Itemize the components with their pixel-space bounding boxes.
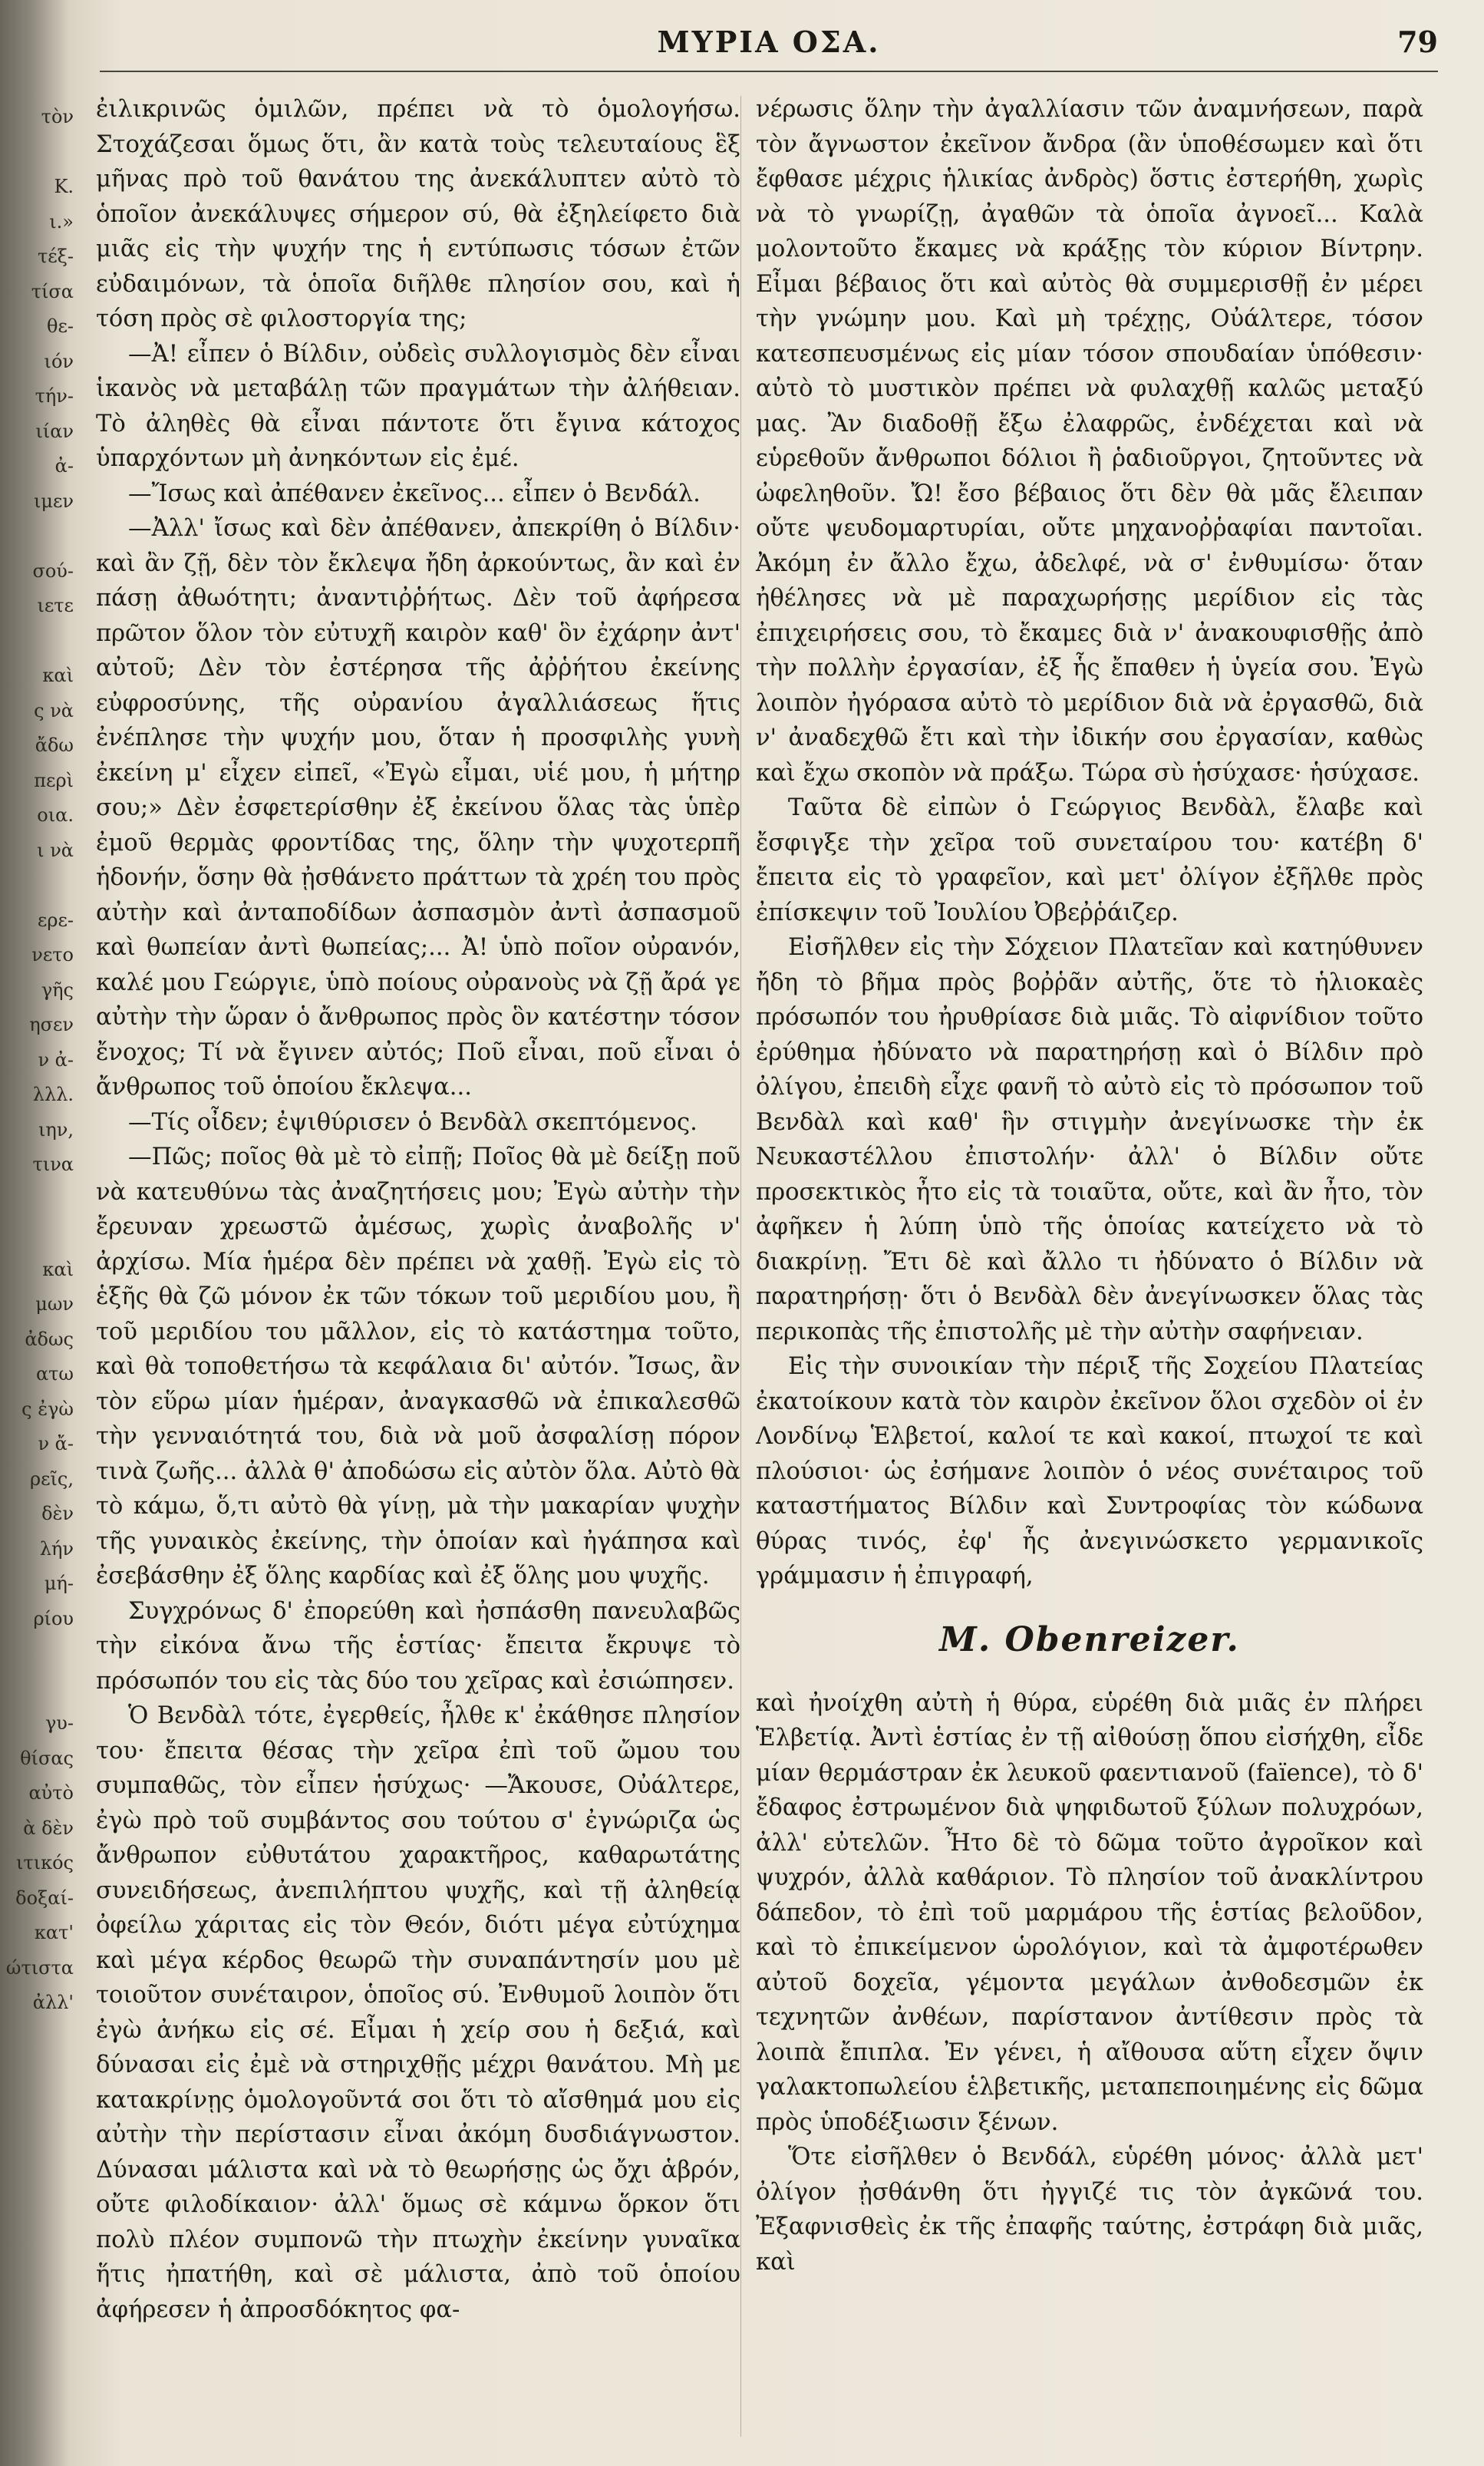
margin-fragment: ἀλλ'	[32, 1992, 74, 2013]
margin-fragment: μων	[35, 1293, 74, 1315]
margin-fragment	[0, 868, 84, 903]
margin-fragment: θε-	[47, 315, 74, 337]
margin-fragment: τὸν	[41, 106, 74, 127]
margin-fragment: αὐτὸ	[28, 1782, 74, 1804]
paragraph: καὶ ἠνοίχθη αὐτὴ ἡ θύρα, εὑρέθη διὰ μιᾶς ἐν πλήρει Ἑλβετίᾳ. Ἀντὶ ἑστίας ἐν τῇ αἰθούσῃ ὅπου εἰσήχθη, εἶδε μίαν θερμάστραν ἐκ λευκοῦ φαεντιανοῦ (faïence), τὸ δ' ἔδαφος ἐστρωμένον διὰ ψηφιδωτοῦ ξύλων πολυχρόων, ἀλλ' εὐτελῶν. Ἦτο δὲ τὸ δῶμα τοῦτο ἀγροῖκον καὶ ψυχρόν, ἀλλὰ καθάριον. Τὸ πλησίον τοῦ ἀνακλίντρου δάπεδον, τὸ ἐπὶ τοῦ μαρμάρου τῆς ἑστίας βελοῦδον, καὶ τὸ ἐπικείμενον ὡρολόγιον, καὶ τὰ ἀμφοτέρωθεν αὐτοῦ δοχεῖα, γέμοντα μεγάλων ἀνθοδεσμῶν ἐκ τεχνητῶν ἀνθέων, παρίστανον ἀντίθεσιν πρὸς τὰ λοιπὰ ἔπιπλα. Ἐν γένει, ἡ αἴθουσα αὕτη εἶχεν ὄψιν γαλακτοπωλείου ἑλβετικῆς, μεταπεποιημένης εἰς δῶμα πρὸς ὑποδέξιωσιν ξένων.	[756, 1689, 1423, 2136]
paragraph: —Ἀλλ' ἴσως καὶ δὲν ἀπέθανεν, ἀπεκρίθη ὁ Βίλδιν· καὶ ἂν ζῇ, δὲν τὸν ἔκλεψα ἤδη ἀρκούντως, ἂν καὶ ἐν πάσῃ ἀθωότητι; ἀναντιῤῥήτως. Δὲν τοῦ ἀφήρεσα πρῶτον ὅλον τὸν εὐτυχῆ καιρὸν καθ' ὃν ἐχάρην ἀντ' αὐτοῦ; Δὲν τὸν ἐστέρησα τῆς ἀῤῥήτου ἐκείνης εὐφροσύνης, τῆς οὐρανίου ἀγαλλιάσεως ἥτις ἐνέπλησε τὴν ψυχήν μου, ὅταν ἡ προσφιλὴς γυνὴ ἐκείνη μ' εἶχεν εἰπεῖ, «Ἐγὼ εἶμαι, υἱέ μου, ἡ μήτηρ σου;» Δὲν ἐσφετερίσθην ἐξ ἐκείνου ὅλας τὰς ὑπὲρ ἐμοῦ θερμὰς φροντίδας της, ὅλην τὴν ψυχοτερπῆ ἡδονήν, ὅσην θὰ ᾐσθάνετο πράττων τὰ χρέη του πρὸς αὐτὴν καὶ ἀνταποδίδων ἀσπασμὸν ἀντὶ ἀσπασμοῦ καὶ θωπείαν ἀντὶ θωπείας;... Ἀ! ὑπὸ ποῖον οὐρανόν, καλέ μου Γεώργιε, ὑπὸ ποίους οὐρανοὺς νὰ ζῇ ἄρά γε αὐτὴν τὴν ὥραν ὁ ἄνθρωπος πρὸς ὃν κατέστην τόσον ἔνοχος; Τί νὰ ἔγινεν αὐτός; Ποῦ εἶναι, ποῦ εἶναι ὁ ἄνθρωπος τοῦ ὁποίου ἔκλεψα...	[96, 515, 740, 1101]
paragraph: Συγχρόνως δ' ἐπορεύθη καὶ ἠσπάσθη πανευλαβῶς τὴν εἰκόνα ἄνω τῆς ἑστίας· ἔπειτα ἔκρυψε τὸ πρόσωπόν του εἰς τὰς δύο του χεῖρας καὶ ἐσιώπησεν.	[96, 1597, 740, 1695]
margin-fragment	[0, 519, 84, 554]
paragraph: ἐιλικρινῶς ὁμιλῶν, πρέπει νὰ τὸ ὁμολογήσω. Στοχάζεσαι ὅμως ὅτι, ἂν κατὰ τοὺς τελευταίους ἓξ μῆνας πρὸ τοῦ θανάτου της ἀνεκάλυπτεν αὐτὸ τὸ ὁποῖον ἀνεκάλυψες σήμερον σύ, θὰ ἐξηλείφετο διὰ μιᾶς εἰς τὴν ψυχήν της ἡ εντύπωσις τόσων ἐτῶν εὐδαιμόνων, τὰ ὁποῖα διῆλθε πλησίον σου, καὶ ἡ τόση πρὸς σὲ φιλοστοργία της;	[96, 96, 740, 332]
page-header	[100, 8, 1438, 77]
margin-fragment: καὶ	[42, 665, 74, 686]
margin-fragment	[0, 2091, 84, 2126]
margin-fragment	[0, 1183, 84, 1218]
page-number: 79	[1397, 25, 1438, 59]
header-rule	[100, 71, 1438, 72]
margin-fragment: ἀδως	[25, 1328, 74, 1350]
margin-fragment: ὰ δὲν	[23, 1817, 74, 1839]
paragraph: —Ἴσως καὶ ἀπέθανεν ἐκεῖνος... εἶπεν ὁ Βενδάλ.	[128, 480, 701, 507]
margin-fragment: ἀ-	[54, 455, 74, 477]
margin-fragment: ερε-	[37, 909, 74, 931]
paragraph: Ταῦτα δὲ εἰπὼν ὁ Γεώργιος Βενδὰλ, ἔλαβε καὶ ἔσφιγξε τὴν χεῖρα τοῦ συνεταίρου του· κατέβη δ' ἔπειτα εἰς τὸ γραφεῖον, καὶ μετ' ὀλίγον ἐξῆλθε πρὸς ἐπίσκεψιν τοῦ Ἰουλίου Ὀβεῤῥάιζερ.	[756, 794, 1423, 926]
margin-fragment	[0, 1672, 84, 1707]
door-plate-inscription: M. Obenreizer.	[939, 1619, 1240, 1659]
margin-fragment	[0, 135, 84, 170]
margin-fragment: τίσα	[31, 280, 74, 302]
paragraph: Εἰσῆλθεν εἰς τὴν Σόχειον Πλατεῖαν καὶ κατηύθυνεν ἤδη τὸ βῆμα πρὸς βοῤῥᾶν αὐτῆς, ὅτε τὸ ἡλιοκαὲς πρόσωπόν του ἠρυθρίασε διὰ μιᾶς. Τὸ αἰφνίδιον τοῦτο ἐρύθημα ἠδύνατο νὰ παρατηρήσῃ καὶ ὁ Βίλδιν πρὸ ὀλίγου, ἐπειδὴ εἶχε φανῆ τὸ αὐτὸ εἰς τὸ πρόσωπον τοῦ Βενδὰλ καὶ καθ' ἣν στιγμὴν ἀνεγίνωσκε τὴν ἐκ Νευκαστέλλου ἐπιστολήν· ἀλλ' ὁ Βίλδιν οὔτε προσεκτικὸς ἦτο εἰς τὰ τοιαῦτα, οὔτε, καὶ ἂν ἦτο, τὸν ἀφῆκεν ἡ λύπη ὑπὸ τῆς ὁποίας κατείχετο νὰ τὸ διακρίνῃ. Ἔτι δὲ καὶ ἄλλο τι ἠδύνατο ὁ Βίλδιν νὰ παρατηρήσῃ· ὅτι ὁ Βενδὰλ δὲν ἀνεγίνωσκεν ὅλας τὰς περικοπὰς τῆς ἐπιστολῆς μὲ τὴν αὐτὴν σαφήνειαν.	[756, 934, 1423, 1345]
margin-fragment: τήν-	[35, 385, 74, 407]
margin-fragment: τέξ-	[37, 246, 74, 267]
margin-fragment: σού-	[32, 560, 74, 582]
margin-fragment	[0, 2230, 84, 2266]
left-column	[96, 92, 740, 2327]
margin-fragment: λλλ.	[32, 1084, 74, 1105]
margin-fragment: λήν	[39, 1537, 74, 1560]
margin-fragment: θίσας	[20, 1747, 74, 1769]
paragraph: —Πῶς; ποῖος θὰ μὲ τὸ εἰπῇ; Ποῖος θὰ μὲ δείξῃ ποῦ νὰ κατευθύνω τὰς ἀναζητήσεις μου; Ἐγὼ αὐτὴν τὴν ἔρευναν χρεωστῶ ἀμέσως, χωρὶς ἀναβολῆς ν' ἀρχίσω. Μία ἡμέρα δὲν πρέπει νὰ χαθῇ. Ἐγὼ εἰς τὸ ἑξῆς θὰ ζῶ μόνον ἐκ τῶν τόκων τοῦ μεριδίου μου, ἢ τοῦ μεριδίου του μᾶλλον, εἰς τὸ κατάστημα τοῦτο, καὶ θὰ τοποθετήσω τὰ κεφάλαια δι' αὐτόν. Ἴσως, ἂν τὸν εὕρω μίαν ἡμέραν, ἀναγκασθῶ νὰ ἐπικαλεσθῶ τὴν γενναιότητά του, διὰ νὰ μοῦ ἀσφαλίσῃ πόρον τινὰ ζωῆς... ἀλλὰ θ' ἀποδώσω εἰς αὐτὸν ὅλα. Αὐτὸ θὰ τὸ κάμω, ὅ,τι αὐτὸ θὰ γίνῃ, μὰ τὴν μακαρίαν ψυχὴν τῆς γυναικὸς ἐκείνης, τὴν ὁποίαν καὶ ἠγάπησα καὶ ἐσεβάσθην ἐξ ὅλης καρδίας καὶ ἐξ ὅλης μου ψυχῆς.	[96, 1144, 740, 1590]
margin-fragment: ἄδω	[35, 735, 74, 756]
column-divider	[740, 96, 741, 2437]
margin-fragment	[0, 624, 84, 659]
margin-fragment: Κ.	[54, 176, 74, 197]
margin-fragment: ώτιστα	[5, 1956, 74, 1979]
margin-fragment	[0, 2021, 84, 2056]
paragraph: Ὁ Βενδὰλ τότε, ἐγερθείς, ἦλθε κ' ἐκάθησε πλησίον του· ἔπειτα θέσας τὴν χεῖρα ἐπὶ τοῦ ὤμου του συμπαθῶς, τὸν εἶπεν ἡσύχως· —Ἄκουσε, Οὐάλτερε, ἐγὼ πρὸ τοῦ συμβάντος σου τούτου σ' ἐγνώριζα ὡς ἄνθρωπον εὐθυτάτου χαρακτῆρος, καθαρωτάτης συνειδήσεως, ἀνεπιλήπτου ψυχῆς, καὶ τῇ ἀληθείᾳ ὀφείλω χάριτας εἰς τὸν Θεόν, διότι μέγα εὐτύχημα καὶ μέγα κέρδος θεωρῶ τὴν συναπάντησίν μου μὲ τοιοῦτον συνέταιρον, ὁποῖος σύ. Ἐνθυμοῦ λοιπὸν ὅτι ἐγὼ ἀνήκω εἰς σέ. Εἶμαι ἡ χείρ σου ἡ δεξιά, καὶ δύνασαι εἰς ἐμὲ νὰ στηριχθῇς μέχρι θανάτου. Μὴ με κατακρίνῃς ὁμολογοῦντά σοι ὅτι τὸ αἴσθημά μου εἰς αὐτὴν τὴν περίστασιν εἶναι ἀκόμη δυσδιάγνωστον. Δύνασαι μάλιστα καὶ νὰ τὸ θεωρήσῃς ὡς ὄχι ἁβρόν, οὔτε φιλοδίκαιον· ἀλλ' ὅμως σὲ κάμνω ὅρκον ὅτι πολὺ πλέον συμπονῶ τὴν πτωχὴν ἐκείνην γυναῖκα ἥτις ἠπατήθη, καὶ σὲ μάλιστα, ἀπὸ τοῦ ὁποίου ἀφήρεσεν ἡ ἀπροσδόκητος φα-	[96, 1702, 740, 2323]
margin-fragment	[0, 2125, 84, 2161]
margin-fragment: ησεν	[29, 1014, 74, 1035]
margin-fragment: ς ἐγὼ	[21, 1398, 74, 1420]
margin-fragment: ιτικός	[16, 1852, 74, 1873]
margin-fragment: ρεῖς,	[29, 1467, 74, 1490]
margin-fragment: καὶ	[42, 1258, 74, 1280]
margin-fragment: νετο	[31, 944, 74, 966]
paragraph: νέρωσις ὅλην τὴν ἀγαλλίασιν τῶν ἀναμνήσεων, παρὰ τὸν ἄγνωστον ἐκεῖνον ἄνδρα (ἂν ὑποθέσωμεν καὶ ὅτι ἔφθασε μέχρις ἡλικίας ἀνδρὸς) ὅστις ἐστερήθη, χωρὶς νὰ τὸ γνωρίζῃ, ἀγαθῶν τὰ ὁποῖα ἀγνοεῖ... Καλὰ μολοντοῦτο ἔκαμες νὰ κράξῃς τὸν κύριον Βίντρην. Εἶμαι βέβαιος ὅτι καὶ αὐτὸς θὰ συμμερισθῇ ἐν μέρει τὴν γνώμην μου. Καὶ μὴ τρέχῃς, Οὐάλτερε, τόσον κατεσπευσμένως εἰς μίαν τόσον σπουδαίαν ὑπόθεσιν· αὐτὸ τὸ μυστικὸν πρέπει νὰ φυλαχθῇ καλῶς μεταξύ μας. Ἂν διαδοθῇ ἔξω ἐλαφρῶς, ἐνδέχεται καὶ νὰ εὑρεθοῦν ἄνθρωποι δόλιοι ἢ ῥαδιοῦργοι, ζητοῦντες νὰ ὠφεληθοῦν. Ὤ! ἔσο βέβαιος ὅτι δὲν θὰ μᾶς ἔλειπαν οὔτε ψευδομαρτυρίαι, οὔτε μηχανοῤῥαφίαι παντοῖαι. Ἀκόμη ἐν ἄλλο ἔχω, ἀδελφέ, νὰ σ' ἐνθυμίσω· ὅταν ἠθέλησες νὰ μὲ παραχωρήσῃς μερίδιον εἰς τὰς ἐπιχειρήσεις σου, τὸ ἔκαμες διὰ ν' ἀνακουφισθῇς ἀπὸ τὴν πολλὴν ἐργασίαν, ἐξ ἧς ἔπαθεν ἡ ὑγεία σου. Ἐγὼ λοιπὸν ἠγόρασα αὐτὸ τὸ μερίδιον διὰ νὰ ἐργασθῶ, διὰ ν' ἀναδεχθῶ ἔτι καὶ τὴν ἰδικήν σου ἐργασίαν, καθὼς καὶ ἔχω σκοπὸν νὰ πράξω. Τώρα σὺ ἡσύχασε· ἡσύχασε.	[756, 96, 1423, 787]
margin-fragment: ιμεν	[33, 490, 74, 512]
running-title: ΜΥΡΙΑ ΟΣΑ.	[657, 25, 881, 59]
paragraph: Εἰς τὴν συνοικίαν τὴν πέριξ τῆς Σοχείου Πλατείας ἐκατοίκουν κατὰ τὸν καιρὸν ἐκεῖνον ὅλοι σχεδὸν οἱ ἐν Λονδίνῳ Ἑλβετοί, καλοί τε καὶ κακοί, πτωχοί τε καὶ πλούσιοι· ὡς ἐσήμανε λοιπὸν ὁ νέος συνέταιρος τοῦ καταστήματος Βίλδιν καὶ Συντροφίας τὸν κώδωνα θύρας τινός, ἐφ' ἧς ἀνεγινώσκετο γερμανικοῖς γράμμασιν ἡ ἐπιγραφή,	[756, 1353, 1423, 1590]
margin-fragment	[0, 2161, 84, 2196]
margin-fragment: περὶ	[34, 769, 74, 791]
margin-fragment: οια.	[37, 804, 74, 826]
margin-fragment: μή-	[44, 1573, 74, 1594]
margin-fragment	[0, 2265, 84, 2300]
margin-fragment: δὲν	[41, 1503, 74, 1524]
margin-fragment: ιετε	[37, 595, 74, 616]
margin-fragment: ιόν	[44, 350, 74, 372]
right-column	[756, 92, 1423, 2279]
margin-fragment: ν ἀ-	[38, 1048, 74, 1071]
margin-fragment: ρίου	[33, 1607, 74, 1629]
margin-fragment: τινα	[32, 1154, 74, 1175]
margin-fragment: ι.»	[49, 210, 74, 233]
margin-fragment: γυ-	[45, 1712, 74, 1734]
margin-fragment: ατω	[35, 1363, 74, 1385]
margin-fragment	[0, 1217, 84, 1253]
margin-fragment: δοξαί-	[15, 1887, 74, 1909]
margin-fragment: ιην,	[38, 1118, 74, 1141]
paragraph: —Τίς οἶδεν; ἐψιθύρισεν ὁ Βενδὰλ σκεπτόμενος.	[128, 1108, 697, 1136]
margin-fragment: ς νὰ	[34, 699, 74, 721]
margin-fragment: ιίαν	[35, 420, 74, 442]
margin-fragment	[0, 2055, 84, 2091]
margin-fragment: ι νὰ	[37, 839, 74, 861]
paragraph: Ὅτε εἰσῆλθεν ὁ Βενδάλ, εὑρέθη μόνος· ἀλλὰ μετ' ὀλίγον ᾐσθάνθη ὅτι ἠγγιζέ τις τὸν ἀγκῶνά του. Ἐξαφνισθεὶς ἐκ τῆς ἐπαφῆς ταύτης, ἐστράφη διὰ μιᾶς, καὶ	[756, 2144, 1423, 2276]
margin-fragment	[0, 2195, 84, 2230]
margin-fragment: γῆς	[41, 979, 74, 1001]
adjacent-page-margin	[0, 100, 84, 2441]
margin-fragment	[0, 1636, 84, 1672]
margin-fragment: κατ'	[34, 1922, 74, 1943]
paragraph: —Ἀ! εἶπεν ὁ Βίλδιν, οὐδεὶς συλλογισμὸς δὲν εἶναι ἱκανὸς νὰ μεταβάλῃ τῶν πραγμάτων τὴν ἀλήθειαν. Τὸ ἀληθὲς θὰ εἶναι πάντοτε ὅτι ἔγινα κάτοχος ὑπαρχόντων μὴ ἀνηκόντων εἰς ἐμέ.	[96, 340, 740, 472]
margin-fragment: ν ἄ-	[38, 1433, 74, 1454]
